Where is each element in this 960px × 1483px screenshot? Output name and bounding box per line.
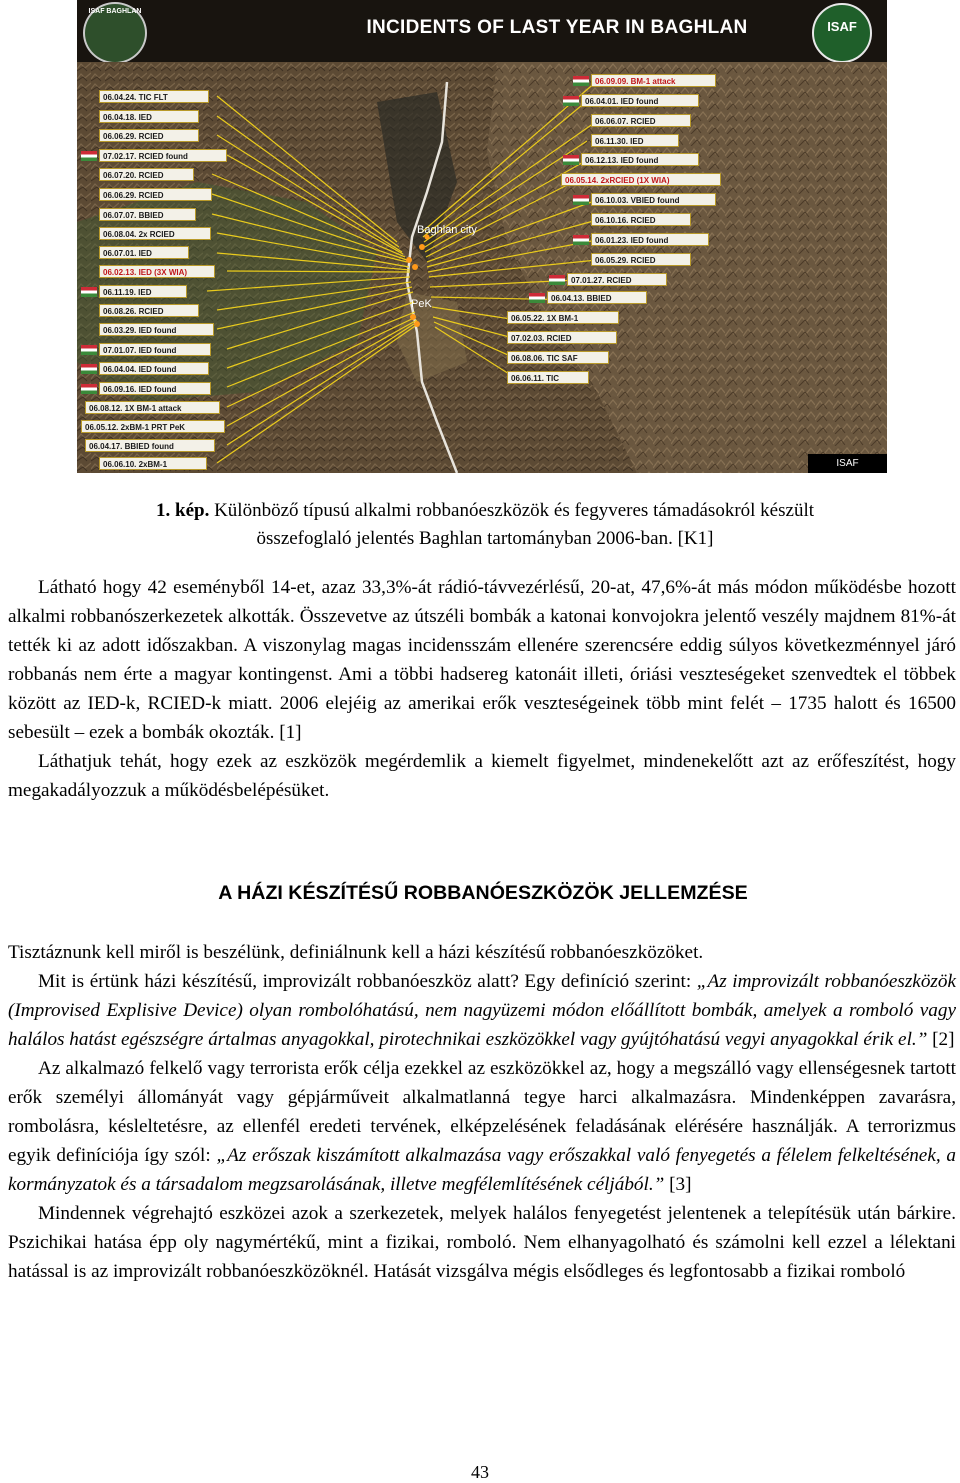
hungarian-flag-icon [81,364,97,374]
paragraph [8,1054,956,1199]
incident-label-right: 06.05.22. 1X BM-1 [507,311,619,324]
incident-label-left: 06.03.29. IED found [99,323,214,336]
incident-label-right: 06.08.06. TIC SAF [507,351,609,364]
body-text-block-1 [8,573,956,805]
figure-caption-line1: Különböző típusú alkalmi robbanóeszközök és fegyveres támadásokról készült [214,500,814,521]
incident-label-left: 06.04.24. TIC FLT [99,90,209,103]
figure-caption-label: 1. kép. [156,500,210,521]
incident-label-right: 06.04.01. IED found [581,94,699,107]
definition-quote: „Az erőszak kiszámított alkalmazása vagy erőszakkal való fenyegetés a félelem felkeltésének, a kormányzatok és a társadalom megzsarolásának, illetve megfélemlítésének céljából.” [8,1145,956,1195]
incident-label-right: 06.05.14. 2xRCIED (1X WIA) [561,173,721,186]
incident-label-right: 07.02.03. RCIED [507,331,617,344]
incident-label-right: 06.04.13. BBIED [547,291,647,304]
incident-label-right: 07.01.27. RCIED [567,273,667,286]
hungarian-flag-icon [81,384,97,394]
incident-label-left: 06.07.01. IED [99,246,189,259]
incident-label-left: 06.06.10. 2xBM-1 [99,457,207,470]
incident-label-left: 06.04.04. IED found [99,362,209,375]
paragraph [8,967,956,1054]
incident-label-left: 06.09.16. IED found [99,382,211,395]
incident-label-right: 06.05.29. RCIED [591,253,691,266]
incident-label-left: 07.01.07. IED found [99,343,211,356]
paragraph: Mindennek végrehajtó eszközei azok a szerkezetek, melyek halálos fenyegetést jelentenek a telepítésük után bárkire. Pszichikai hatása épp oly nagymértékű, mint a fizikai, romboló. Nem elhanyagolható és számolni kell ezzel a lélektani hatással is az improvizált robbanóeszközöknél. Hatását vizsgálva mégis elsődleges és legfontosabb a fizikai romboló [8,1203,956,1282]
isaf-emblem: ISAF [812,3,872,63]
hungarian-flag-icon [81,151,97,161]
incident-map-figure [77,0,887,473]
incident-label-left: 07.02.17. RCIED found [99,149,227,162]
hungarian-flag-icon [529,293,545,303]
incident-label-right: 06.12.13. IED found [581,153,699,166]
definition-quote: „Az improvizált robbanóeszközök (Improvised Explisive Device) olyan rombolóhatású, nem nagyüzemi módon előállított bombák, amelyek a romboló vagy halálos hatást egészségre ártalmas anyagokkal, pirotechnikai eszközökkel vagy gyújtóhatású vegyi anyagokkal érik el.” [8,971,956,1050]
incident-label-left: 06.06.29. RCIED [99,129,199,142]
figure-title: INCIDENTS OF LAST YEAR IN BAGHLAN [366,17,748,38]
paragraph: Tisztáznunk kell miről is beszélünk, definiálnunk kell a házi készítésű robbanóeszközöket. [8,942,704,963]
incident-label-left: 06.08.12. 1X BM-1 attack [85,401,220,414]
incident-label-right: 06.10.16. RCIED [591,213,691,226]
incident-label-left: 06.06.29. RCIED [99,188,212,201]
isaf-corner-tag: ISAF [808,454,887,473]
hungarian-flag-icon [573,76,589,86]
incident-label-left: 06.07.07. BBIED [99,208,196,221]
hungarian-flag-icon [563,96,579,106]
incident-label-left: 06.02.13. IED (3X WIA) [99,265,215,278]
page-number: 43 [471,1462,489,1482]
incident-label-left: 06.08.04. 2x RCIED [99,227,211,240]
incident-label-right: 06.01.23. IED found [591,233,709,246]
reference-marker: [3] [664,1174,692,1195]
paragraph-text: Mit is értünk házi készítésű, improvizált robbanóeszköz alatt? Egy definíció szerint: [38,971,697,992]
incident-label-left: 06.04.18. IED [99,110,199,123]
hungarian-flag-icon [573,195,589,205]
incident-label-left: 06.07.20. RCIED [99,168,194,181]
figure-header [77,0,887,62]
hungarian-flag-icon [563,155,579,165]
figure-caption-line2: összefoglaló jelentés Baghlan tartományban 2006-ban. [K1] [256,528,714,549]
city-label-baghlan: Baghlan city [417,224,477,236]
hungarian-flag-icon [573,235,589,245]
hungarian-flag-icon [549,275,565,285]
incident-label-left: 06.08.26. RCIED [99,304,199,317]
incident-label-right: 06.06.11. TIC [507,371,589,384]
section-heading: A HÁZI KÉSZÍTÉSŰ ROBBANÓESZKÖZÖK JELLEMZÉSE [218,882,748,904]
city-label-pek: PeK [411,298,432,310]
incident-label-left: 06.04.17. BBIED found [85,439,215,452]
paragraph-text: Az alkalmazó felkelő vagy terrorista erők célja ezekkel az eszközökkel az, hogy a megszálló vagy ellenségesnek tartott erők személyi állományát vagy gépjárműveit alkalmatlanná tegye harci alkalmazásra. Mindenképpen zavarásra, rombolásra, késleltetésre, az ellenfél eredeti tervének, elképzelésének feladásának elérésére használják. A terrorizmus egyik definíciója így szól: [8,1058,956,1166]
incident-label-right: 06.09.09. BM-1 attack [591,74,716,87]
incident-label-left: 06.11.19. IED [99,285,187,298]
incident-label-right: 06.10.03. VBIED found [591,193,716,206]
incident-label-right: 06.11.30. IED [591,134,679,147]
paragraph: Láthatjuk tehát, hogy ezek az eszközök megérdemlik a kiemelt figyelmet, mindenekelőtt azt az erőfeszítést, hogy megakadályozzuk a működésbelépésüket. [8,751,956,801]
incident-label-right: 06.06.07. RCIED [591,114,691,127]
body-text-block-2 [8,938,956,1286]
hungarian-flag-icon [81,345,97,355]
hungarian-flag-icon [81,287,97,297]
reference-marker: [2] [927,1029,955,1050]
figure-caption [50,497,920,553]
isaf-baghlan-emblem: ISAF BAGHLAN [83,2,147,64]
paragraph: Látható hogy 42 eseményből 14-et, azaz 33,3%-át rádió-távvezérlésű, 20-at, 47,6%-át más módon működésbe hozott alkalmi robbanószerkezetek alkották. Összevetve az útszéli bombák a katonai konvojokra jelentő veszély majdnem 81%-át tették ki az adott időszakban. A viszonylag magas incidensszám ellenére szerencsére eddig súlyos következménnyel járó robbanás nem érte a magyar kontingenst. Ami a többi hadsereg katonáit illeti, óriási veszteségeket szenvedtek el többek között az IED-k, RCIED-k miatt. 2006 elejéig az amerikai erők veszteségeinek több mint felét – 1735 halott és 16500 sebesült – ezek a bombák okozták. [1] [8,577,956,743]
incident-label-left: 06.05.12. 2xBM-1 PRT PeK [81,420,225,433]
